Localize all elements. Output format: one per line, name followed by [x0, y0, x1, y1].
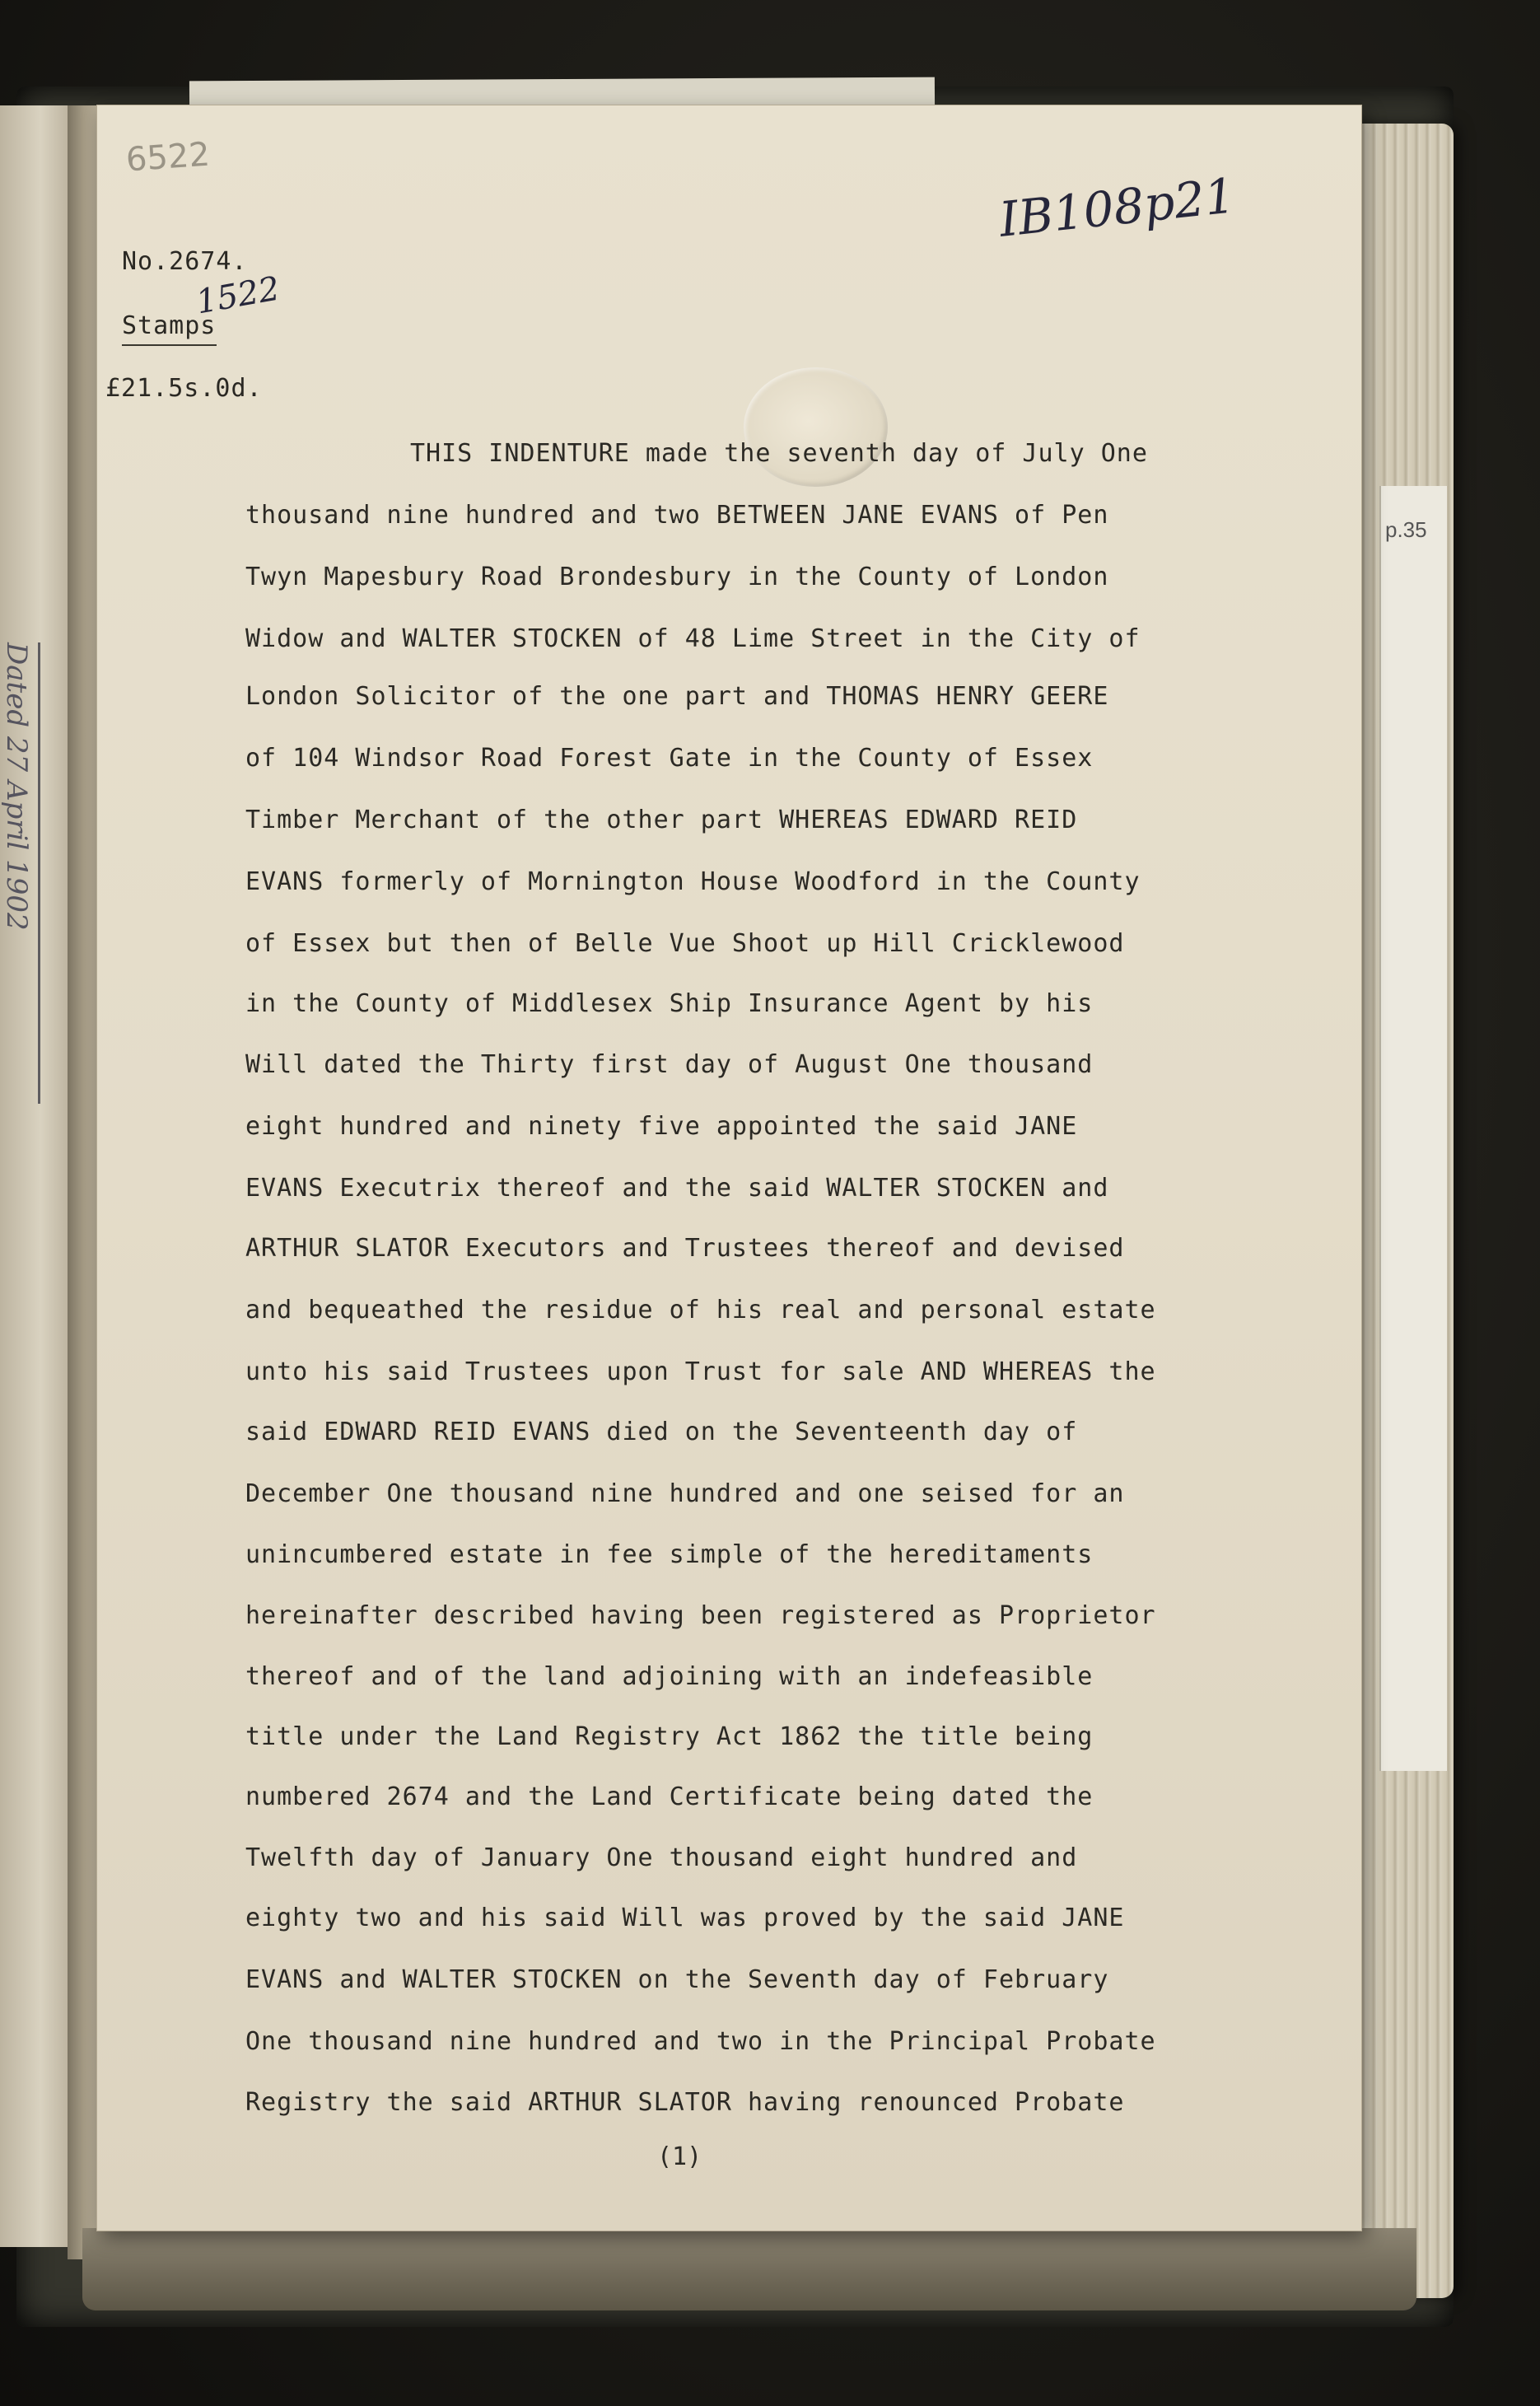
- body-line: EVANS formerly of Mornington House Woodford in the County: [245, 867, 1141, 896]
- stamps-label: Stamps: [122, 311, 217, 340]
- body-line: numbered 2674 and the Land Certificate being dated the: [245, 1782, 1094, 1811]
- body-line: THIS INDENTURE made the seventh day of July One: [410, 439, 1148, 468]
- body-line: and bequeathed the residue of his real and personal estate: [245, 1296, 1156, 1324]
- pencil-number: 6522: [124, 135, 212, 180]
- body-line: eight hundred and ninety five appointed the said JANE: [245, 1112, 1078, 1141]
- embossed-duty-stamp: [744, 367, 888, 487]
- body-line: in the County of Middlesex Ship Insurance Agent by his: [245, 989, 1094, 1018]
- page-bottom-edge: [82, 2228, 1416, 2310]
- body-line: said EDWARD REID EVANS died on the Seventeenth day of: [245, 1418, 1078, 1446]
- body-line: One thousand nine hundred and two in the Principal Probate: [245, 2027, 1156, 2056]
- body-line: Widow and WALTER STOCKEN of 48 Lime Street in the City of: [245, 624, 1141, 653]
- left-page-rule: [38, 642, 40, 1104]
- left-facing-page: [0, 105, 68, 2247]
- stamp-duty: £21.5s.0d.: [105, 374, 263, 403]
- body-line: Twyn Mapesbury Road Brondesbury in the County of London: [245, 563, 1109, 591]
- body-line: Will dated the Thirty first day of August One thousand: [245, 1050, 1094, 1079]
- inserted-slip: [1379, 486, 1447, 1771]
- register-number: No.2674.: [122, 247, 248, 276]
- typed-page: [97, 105, 1361, 2231]
- body-line: Registry the said ARTHUR SLATOR having renounced Probate: [245, 2088, 1125, 2117]
- body-line: December One thousand nine hundred and one seised for an: [245, 1479, 1125, 1508]
- left-page-note: Dated 27 April 1902: [0, 642, 33, 931]
- body-line: London Solicitor of the one part and THOMAS HENRY GEERE: [245, 682, 1109, 711]
- body-line: unincumbered estate in fee simple of the hereditaments: [245, 1540, 1094, 1569]
- body-line: title under the Land Registry Act 1862 the title being: [245, 1722, 1094, 1751]
- slip-label: p.35: [1385, 517, 1427, 542]
- body-line: hereinafter described having been registered as Proprietor: [245, 1601, 1156, 1630]
- body-line: Timber Merchant of the other part WHEREAS EDWARD REID: [245, 806, 1078, 834]
- page-number: (1): [657, 2142, 702, 2171]
- body-line: eighty two and his said Will was proved by the said JANE: [245, 1904, 1125, 1932]
- stamps-underline: [122, 344, 217, 346]
- body-line: unto his said Trustees upon Trust for sale AND WHEREAS the: [245, 1357, 1156, 1386]
- archive-reference: IB108p21: [996, 167, 1238, 248]
- body-line: thousand nine hundred and two BETWEEN JANE EVANS of Pen: [245, 501, 1109, 530]
- body-line: Twelfth day of January One thousand eight hundred and: [245, 1843, 1078, 1872]
- stamp-note: 1522: [193, 269, 283, 322]
- body-line: EVANS Executrix thereof and the said WALTER STOCKEN and: [245, 1174, 1109, 1203]
- body-line: EVANS and WALTER STOCKEN on the Seventh day of February: [245, 1965, 1109, 1994]
- body-line: of Essex but then of Belle Vue Shoot up Hill Cricklewood: [245, 929, 1125, 958]
- body-line: of 104 Windsor Road Forest Gate in the County of Essex: [245, 744, 1094, 773]
- body-line: thereof and of the land adjoining with an indefeasible: [245, 1662, 1094, 1691]
- body-line: ARTHUR SLATOR Executors and Trustees thereof and devised: [245, 1234, 1125, 1263]
